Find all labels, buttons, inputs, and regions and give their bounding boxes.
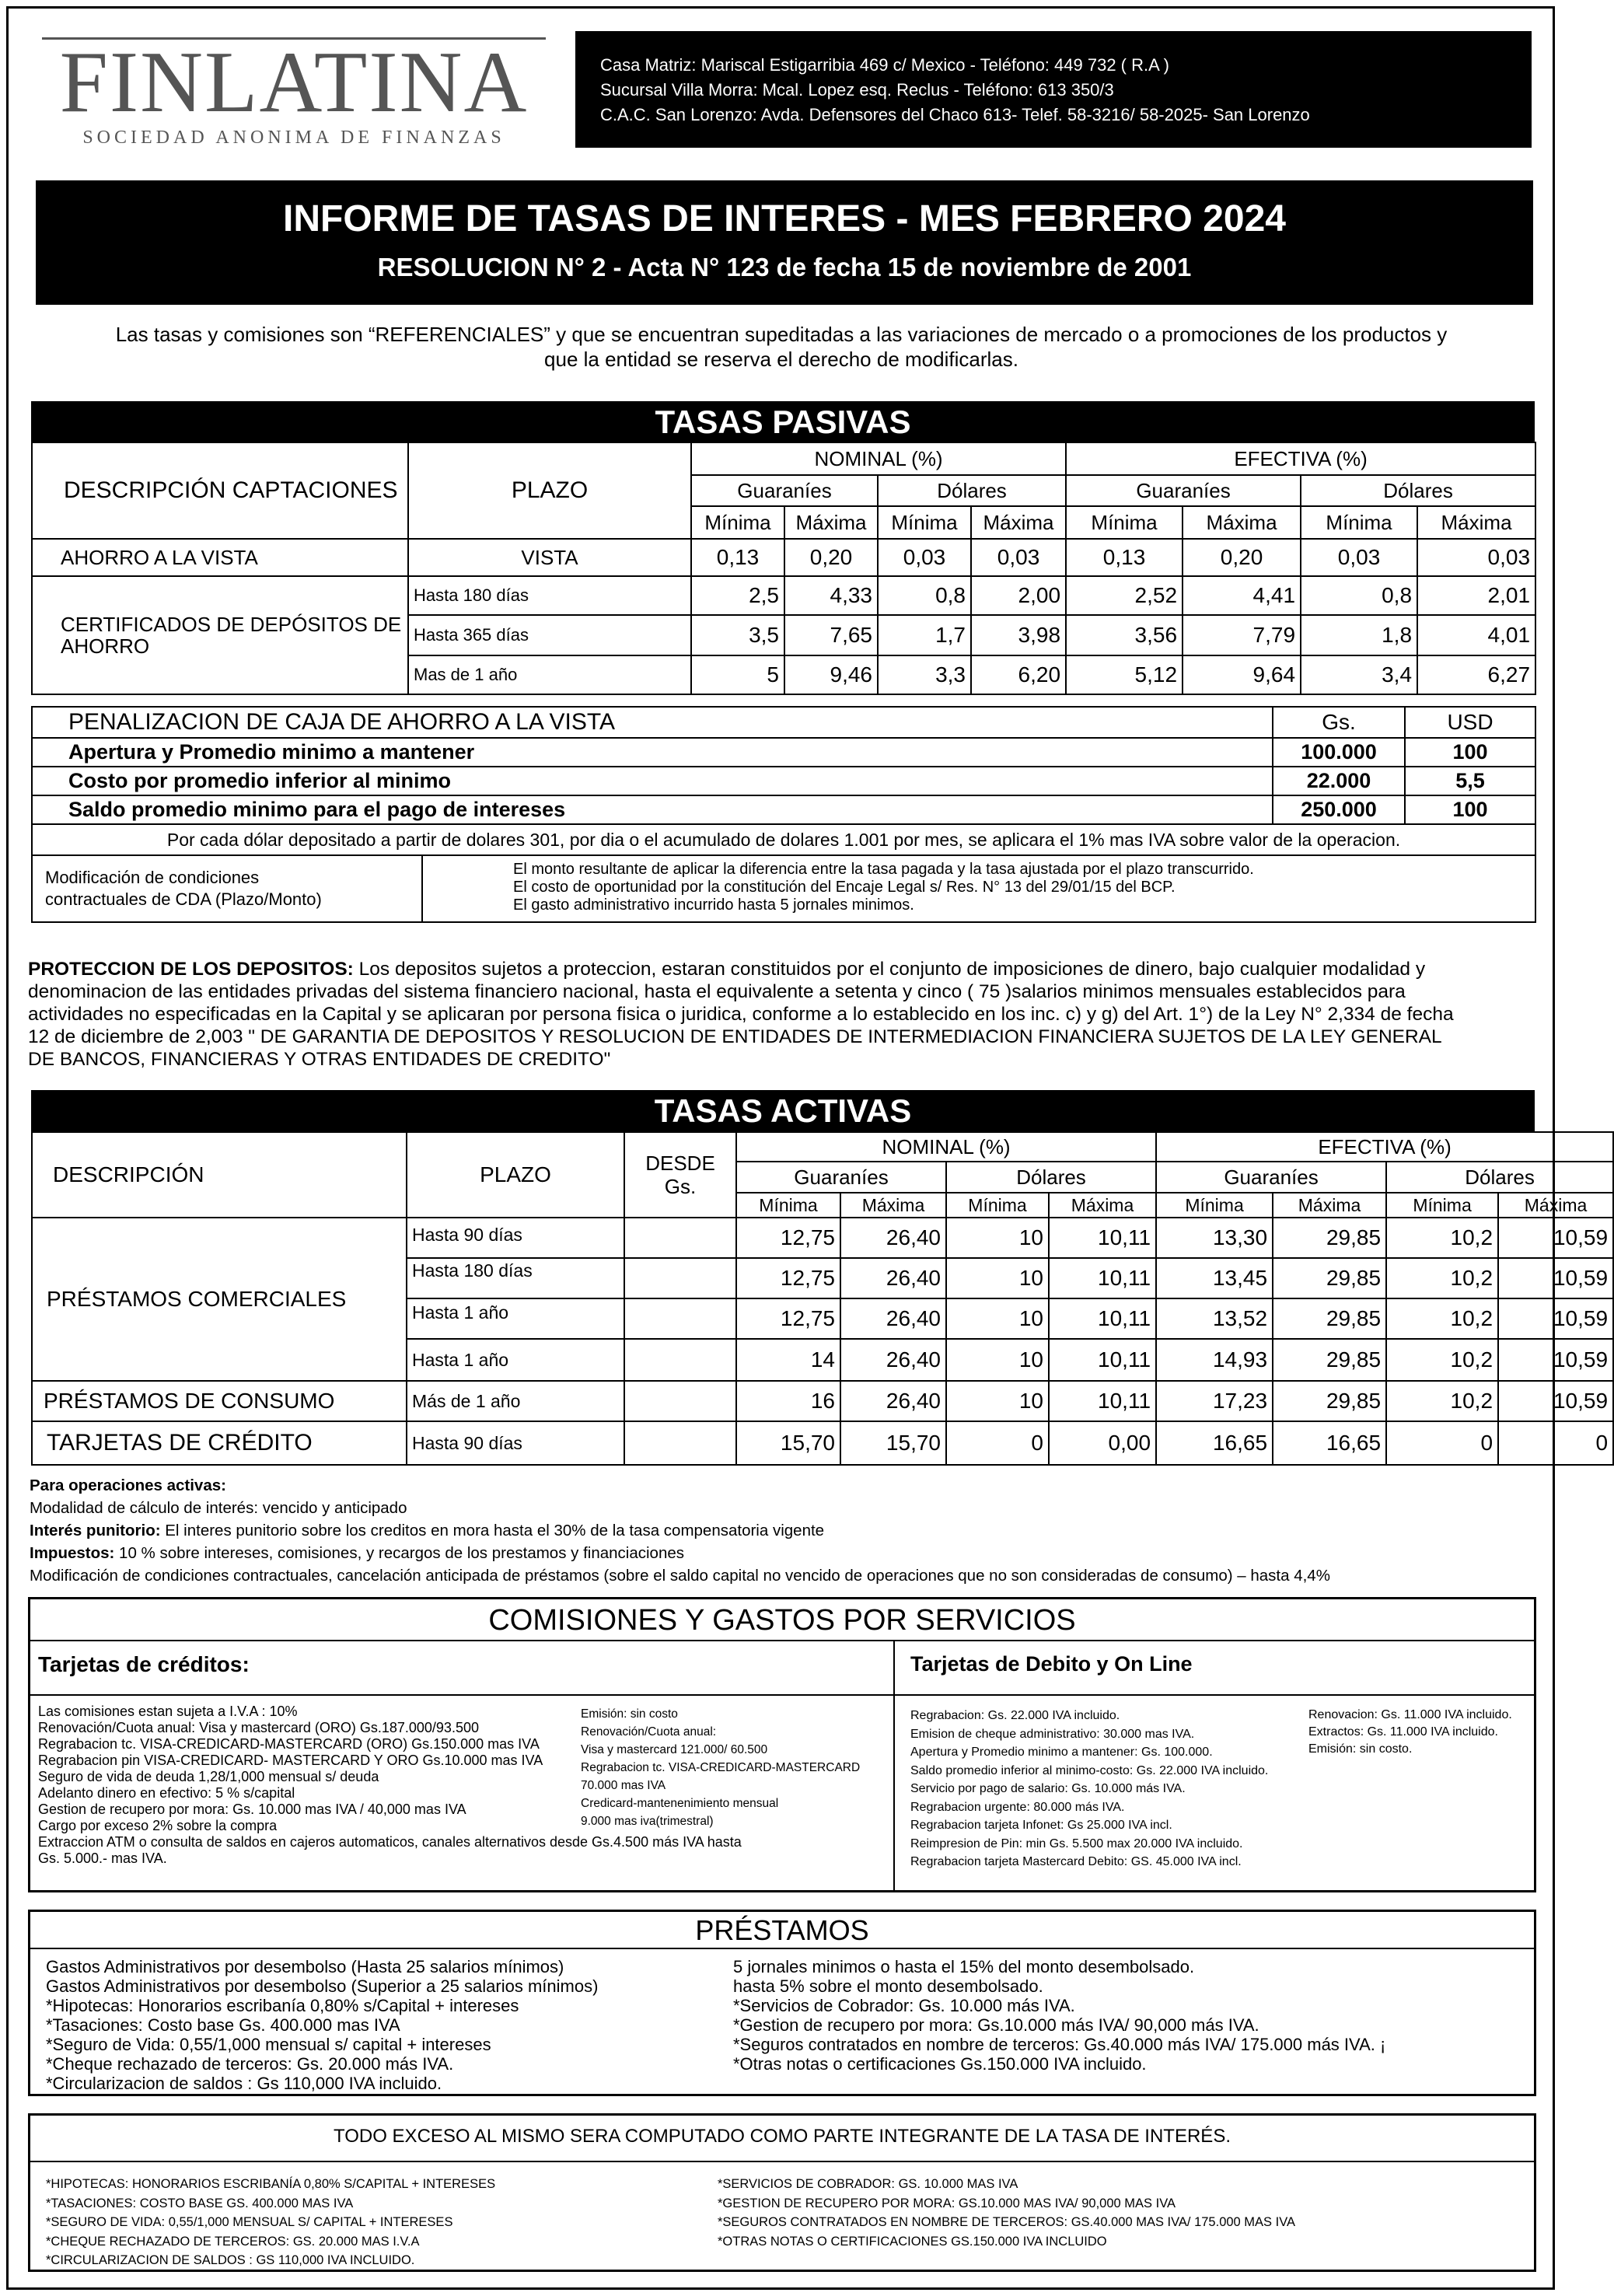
row-label: Apertura y Promedio minimo a mantener [32,738,1273,767]
address-line: Casa Matriz: Mariscal Estigarribia 469 c/ Mexico - Teléfono: 449 732 ( R.A ) [600,55,1170,75]
rate-cell: 0,13 [1066,539,1183,576]
rate-cell: 16 [736,1381,840,1421]
comisiones-title: COMISIONES Y GASTOS POR SERVICIOS [30,1599,1534,1641]
prestamos-left-list: Gastos Administrativos por desembolso (Hasta 25 salarios mínimos) Gastos Administrativos por desembolso (Superior a 25 salarios mínimos) *Hipotecas: Honorarios escribanía 0,80% s/Capital + intereses *Tasaciones: Costo base Gs. 400.000 mas IVA *Seguro de Vida: 0,55/1,000 mensual s/ capital + intereses *Cheque rechazado de terceros: Gs. 20.000 más IVA. *Circularizacion de saldos : Gs 110,000 IVA incluido. [46,1957,599,2093]
table-row [32,576,1535,615]
desde-cell [624,1339,736,1381]
page-subtitle: RESOLUCION N° 2 - Acta N° 123 de fecha 15 de noviembre de 2001 [377,253,1192,281]
address-line: C.A.C. San Lorenzo: Avda. Defensores del Chaco 613- Telef. 58-3216/ 58-2025- San Lorenzo [600,105,1310,124]
rate-cell: 26,40 [840,1298,946,1339]
rate-cell: 10,11 [1049,1298,1156,1339]
pasivas-title: TASAS PASIVAS [31,401,1535,443]
rate-cell: 0,03 [971,539,1066,576]
rate-cell: 12,75 [736,1218,840,1258]
minima-header: Mínima [1066,506,1183,539]
col-descripcion: DESCRIPCIÓN [32,1132,407,1218]
rate-cell: 6,20 [971,655,1066,694]
guaranies-header: Guaraníes [736,1162,946,1193]
rate-cell: 10 [946,1298,1049,1339]
rate-cell: 0,20 [784,539,878,576]
rate-cell: 13,30 [1156,1218,1273,1258]
rate-cell: 5,12 [1066,655,1183,694]
logo-text: FINLATINA [59,34,529,131]
rate-cell: 0,20 [1183,539,1301,576]
col-plazo: PLAZO [407,1132,624,1218]
penalizacion-title: PENALIZACION DE CAJA DE AHORRO A LA VISTA [32,707,1273,738]
usd-value: 5,5 [1405,767,1535,795]
row-plazo: Hasta 90 días [407,1218,624,1258]
maxima-header: Máxima [1183,506,1301,539]
rate-cell: 16,65 [1156,1421,1273,1465]
rate-cell: 0,00 [1049,1421,1156,1465]
maxima-header: Máxima [1498,1193,1613,1218]
rate-cell: 15,70 [840,1421,946,1465]
col-plazo: PLAZO [408,442,691,539]
rate-cell: 7,65 [784,615,878,655]
usd-header: USD [1405,707,1535,738]
rate-cell: 3,5 [691,615,784,655]
maxima-header: Máxima [840,1193,946,1218]
operaciones-notes: Para operaciones activas: Modalidad de cálculo de interés: vencido y anticipado Interés punitorio: El interes punitorio sobre los creditos en mora hasta el 30% de la tasa compensatoria vigente Impuestos: 10 % sobre intereses, comisiones, y recargos de los prestamos y financiaciones Modificación de condiciones contractuales, cancelación anticipada de préstamos (sobre el saldo capital no vencido de operaciones que no son consideradas de consumo) – hasta 4,4% [30,1476,1330,1585]
desde-cell [624,1218,736,1258]
tc-left-list: Las comisiones estan sujeta a I.V.A : 10% Renovación/Cuota anual: Visa y mastercard (ORO) Gs.187.000/93.500 Regrabacion tc. VISA-CREDICARD-MASTERCARD (ORO) Gs.150.000 mas IVA Regrabacion pin VISA-CREDICARD- MASTERCARD Y ORO Gs.10.000 mas IVA Seguro de vida de deuda 1,28/1,000 mensual s/ deuda Adelanto dinero en efectivo: 5 % s/capital Gestion de recupero por mora: Gs. 10.000 mas IVA / 40,000 mas IVA Cargo por exceso 2% sobre la compra Extraccion ATM o consulta de saldos en cajeros automaticos, canales alternativos desde Gs.4.500 más IVA hasta Gs. 5.000.- mas IVA. [38,1704,742,1866]
efectiva-header: EFECTIVA (%) [1156,1132,1613,1162]
nominal-header: NOMINAL (%) [691,442,1066,475]
rate-cell: 0,8 [878,576,971,615]
minima-header: Mínima [1156,1193,1273,1218]
td-right-list: Renovacion: Gs. 11.000 IVA incluido. Extractos: Gs. 11.000 IVA incluido. Emisión: sin costo. [1308,1708,1512,1756]
rate-cell: 10 [946,1218,1049,1258]
rate-cell: 10,59 [1498,1339,1613,1381]
comisiones-section [28,1597,1536,1892]
rate-cell: 3,3 [878,655,971,694]
minima-header: Mínima [946,1193,1049,1218]
usd-value: 100 [1405,795,1535,824]
rate-cell: 2,52 [1066,576,1183,615]
maxima-header: Máxima [784,506,878,539]
nominal-header: NOMINAL (%) [736,1132,1156,1162]
guaranies-header: Guaraníes [1066,475,1301,506]
tc-right-list: Emisión: sin costo Renovación/Cuota anual: Visa y mastercard 121.000/ 60.500 Regrabacion tc. VISA-CREDICARD-MASTERCARD 70.000 mas IVA Credicard-mantenenimiento mensual 9.000 mas iva(trimestral) [581,1707,861,1828]
rate-cell: 0 [1386,1421,1498,1465]
prestamos-title: PRÉSTAMOS [30,1912,1534,1949]
dolares-header: Dólares [1301,475,1535,506]
rate-cell: 7,79 [1183,615,1301,655]
rate-cell: 26,40 [840,1258,946,1298]
rate-cell: 15,70 [736,1421,840,1465]
rate-cell: 4,33 [784,576,878,615]
td-column [895,1641,1534,1890]
row-plazo: Hasta 1 año [407,1339,624,1381]
prestamos-right-list: 5 jornales minimos o hasta el 15% del monto desembolsado. hasta 5% sobre el monto desembolsado. *Servicios de Cobrador: Gs. 10.000 más IVA. *Gestion de recupero por mora: Gs.10.000 más IVA/ 90,000 más IVA. *Seguros contratados en nombre de terceros: Gs.40.000 más IVA/ 175.000 más IVA. ¡ *Otras notas o certificaciones Gs.150.000 IVA incluido. [733,1957,1386,2074]
rate-cell: 10,59 [1498,1381,1613,1421]
rate-cell: 2,01 [1417,576,1535,615]
rate-cell: 26,40 [840,1339,946,1381]
maxima-header: Máxima [1273,1193,1386,1218]
table-row [32,1381,1613,1421]
rate-cell: 1,7 [878,615,971,655]
address-box [575,31,1532,148]
rate-cell: 6,27 [1417,655,1535,694]
minima-header: Mínima [691,506,784,539]
usd-value: 100 [1405,738,1535,767]
title-bar [36,180,1533,305]
row-plazo: Hasta 1 año [407,1298,624,1339]
row-label: PRÉSTAMOS DE CONSUMO [32,1381,407,1421]
rate-cell: 1,8 [1301,615,1417,655]
rate-cell: 10,11 [1049,1339,1156,1381]
guaranies-header: Guaraníes [1156,1162,1386,1193]
rate-cell: 26,40 [840,1218,946,1258]
row-label: PRÉSTAMOS COMERCIALES [32,1218,407,1381]
rate-cell: 0,03 [878,539,971,576]
row-plazo: Hasta 90 días [407,1421,624,1465]
dolares-header: Dólares [878,475,1066,506]
gs-value: 22.000 [1273,767,1405,795]
minima-header: Mínima [878,506,971,539]
table-row [32,767,1535,795]
desde-cell [624,1381,736,1421]
table-row [32,539,1535,576]
rate-cell: 0 [946,1421,1049,1465]
row-plazo: VISTA [408,539,691,576]
rate-cell: 4,41 [1183,576,1301,615]
rate-cell: 13,45 [1156,1258,1273,1298]
guaranies-header: Guaraníes [691,475,878,506]
td-title: Tarjetas de Debito y On Line [910,1652,1193,1676]
prestamos-section [28,1910,1536,2096]
col-desde: DESDE Gs. [624,1132,736,1218]
rate-cell: 10 [946,1339,1049,1381]
rate-cell: 5 [691,655,784,694]
rate-cell: 3,4 [1301,655,1417,694]
rate-cell: 9,46 [784,655,878,694]
efectiva-header: EFECTIVA (%) [1066,442,1535,475]
td-title-rule [895,1694,1534,1696]
rate-cell: 29,85 [1273,1339,1386,1381]
row-label: TARJETAS DE CRÉDITO [32,1421,407,1465]
maxima-header: Máxima [1049,1193,1156,1218]
page-title: INFORME DE TASAS DE INTERES - MES FEBRERO 2024 [283,198,1286,239]
modificacion-text: El monto resultante de aplicar la diferencia entre la tasa pagada y la tasa ajustada por el plazo transcurrido. El costo de oportunidad por la constitución del Encaje Legal s/ Res. N° 13 del 29/01/15 del BCP. El gasto administrativo incurrido hasta 5 jornales minimos. [422,855,1535,922]
rate-cell: 29,85 [1273,1218,1386,1258]
pasivas-table [31,442,1535,695]
row-plazo: Hasta 365 días [408,615,691,655]
rate-cell: 0,03 [1301,539,1417,576]
rate-cell: 29,85 [1273,1381,1386,1421]
rate-cell: 10,2 [1386,1258,1498,1298]
row-plazo: Hasta 180 días [408,576,691,615]
dolares-header: Dólares [1386,1162,1613,1193]
rate-cell: 0 [1498,1421,1613,1465]
gs-value: 100.000 [1273,738,1405,767]
rate-cell: 3,56 [1066,615,1183,655]
rate-cell: 10,11 [1049,1218,1156,1258]
minima-header: Mínima [736,1193,840,1218]
td-left-list: Regrabacion: Gs. 22.000 IVA incluido. Emision de cheque administrativo: 30.000 mas IVA. Apertura y Promedio minimo a mantener: Gs. 100.000. Saldo promedio inferior al minimo-costo: Gs. 22.000 IVA incluido. Servicio por pago de salario: Gs. 10.000 más IVA. Regrabacion urgente: 80.000 más IVA. Regrabacion tarjeta Infonet: Gs 25.000 IVA incl. Reimpresion de Pin: min Gs. 5.500 max 20.000 IVA incluido. Regrabacion tarjeta Mastercard Debito: GS. 45.000 IVA incl. [910,1709,1269,1868]
row-label: CERTIFICADOS DE DEPÓSITOS DE AHORRO [32,576,408,694]
penalizacion-table [31,706,1535,923]
activas-title: TASAS ACTIVAS [31,1090,1535,1132]
intro-text: Las tasas y comisiones son “REFERENCIALES” y que se encuentran supeditadas a las variaciones de mercado o a promociones de los productos y que la entidad se reserva el derecho de modificarlas. [115,323,1448,371]
rate-cell: 10,2 [1386,1339,1498,1381]
rate-cell: 0,03 [1417,539,1535,576]
rate-cell: 10 [946,1258,1049,1298]
rate-cell: 29,85 [1273,1258,1386,1298]
desde-cell [624,1421,736,1465]
row-label: Saldo promedio minimo para el pago de intereses [32,795,1273,824]
rate-cell: 10,11 [1049,1381,1156,1421]
rate-cell: 17,23 [1156,1381,1273,1421]
rate-cell: 3,98 [971,615,1066,655]
rate-cell: 16,65 [1273,1421,1386,1465]
exceso-section [28,2113,1536,2272]
rate-cell: 12,75 [736,1298,840,1339]
table-row [32,795,1535,824]
rate-cell: 2,5 [691,576,784,615]
rate-cell: 12,75 [736,1258,840,1298]
rate-cell: 10,2 [1386,1381,1498,1421]
col-descripcion: DESCRIPCIÓN CAPTACIONES [32,442,408,539]
rate-cell: 14,93 [1156,1339,1273,1381]
tc-title-rule [30,1694,893,1696]
penalizacion-note: Por cada dólar depositado a partir de dolares 301, por dia o el acumulado de dolares 1.001 por mes, se aplicara el 1% mas IVA sobre valor de la operacion. [32,824,1535,855]
row-label: AHORRO A LA VISTA [32,539,408,576]
gs-value: 250.000 [1273,795,1405,824]
rate-cell: 10,59 [1498,1298,1613,1339]
rate-cell: 10,2 [1386,1218,1498,1258]
activas-table [31,1131,1609,1466]
desde-cell [624,1298,736,1339]
proteccion-text: PROTECCION DE LOS DEPOSITOS: Los depositos sujetos a proteccion, estaran constituidos por el conjunto de imposiciones de dinero, bajo cualquier modalidad y denominacion de las entidades privadas del sistema financiero nacional, hasta el equivalente a setenta y cinco ( 75 )salarios minimos mensuales establecidos para actividades no especificadas en la Capital y se aplicaran por persona fisica o juridica, conforme a lo establecido en los inc. c) y g) del Art. 1°) de la Ley N° 2,334 de fecha 12 de diciembre de 2,003 " DE GARANTIA DE DEPOSITOS Y RESOLUCION DE ENTIDADES DE INTERMEDIACION FINANCIERA SUJETOS DE LA LEY GENERAL DE BANCOS, FINANCIERAS Y OTRAS ENTIDADES DE CREDITO" [28,959,1454,1070]
rate-cell: 2,00 [971,576,1066,615]
rate-cell: 9,64 [1183,655,1301,694]
rate-cell: 26,40 [840,1381,946,1421]
rate-cell: 10,11 [1049,1258,1156,1298]
modificacion-label: Modificación de condiciones contractuales de CDA (Plazo/Monto) [32,855,422,922]
rate-cell: 10,59 [1498,1258,1613,1298]
rate-cell: 4,01 [1417,615,1535,655]
desde-cell [624,1258,736,1298]
table-row [32,1421,1613,1465]
row-plazo: Más de 1 año [407,1381,624,1421]
rate-cell: 14 [736,1339,840,1381]
minima-header: Mínima [1386,1193,1498,1218]
rate-cell: 0,8 [1301,576,1417,615]
rate-cell: 29,85 [1273,1298,1386,1339]
minima-header: Mínima [1301,506,1417,539]
rate-cell: 13,52 [1156,1298,1273,1339]
table-row [32,1218,1613,1258]
exceso-rule [30,2161,1534,2162]
tc-column [30,1641,895,1890]
exceso-left-list: *HIPOTECAS: HONORARIOS ESCRIBANÍA 0,80% S/CAPITAL + INTERESES *TASACIONES: COSTO BASE GS. 400.000 MAS IVA *SEGURO DE VIDA: 0,55/1,000 MENSUAL S/ CAPITAL + INTERESES *CHEQUE RECHAZADO DE TERCEROS: GS. 20.000 MAS I.V.A *CIRCULARIZACION DE SALDOS : GS 110,000 IVA INCLUIDO. [46,2177,496,2267]
logo-subtitle: SOCIEDAD ANONIMA DE FINANZAS [82,128,505,148]
address-line: Sucursal Villa Morra: Mcal. Lopez esq. Reclus - Teléfono: 613 350/3 [600,80,1114,100]
rate-cell: 10,59 [1498,1218,1613,1258]
gs-header: Gs. [1273,707,1405,738]
rate-cell: 0,13 [691,539,784,576]
logo [42,31,546,148]
row-label: Costo por promedio inferior al minimo [32,767,1273,795]
rate-cell: 10 [946,1381,1049,1421]
table-row [32,738,1535,767]
rate-cell: 10,2 [1386,1298,1498,1339]
row-plazo: Hasta 180 días [407,1258,624,1298]
exceso-right-list: *SERVICIOS DE COBRADOR: GS. 10.000 MAS IVA *GESTION DE RECUPERO POR MORA: GS.10.000 MAS IVA/ 90,000 MAS IVA *SEGUROS CONTRATADOS EN NOMBRE DE TERCEROS: GS.40.000 MAS IVA/ 175.000 MAS IVA *OTRAS NOTAS O CERTIFICACIONES GS.150.000 IVA INCLUIDO [718,2177,1296,2249]
maxima-header: Máxima [1417,506,1535,539]
maxima-header: Máxima [971,506,1066,539]
dolares-header: Dólares [946,1162,1156,1193]
tc-title: Tarjetas de créditos: [38,1652,250,1676]
exceso-title: TODO EXCESO AL MISMO SERA COMPUTADO COMO PARTE INTEGRANTE DE LA TASA DE INTERÉS. [333,2126,1231,2147]
row-plazo: Mas de 1 año [408,655,691,694]
